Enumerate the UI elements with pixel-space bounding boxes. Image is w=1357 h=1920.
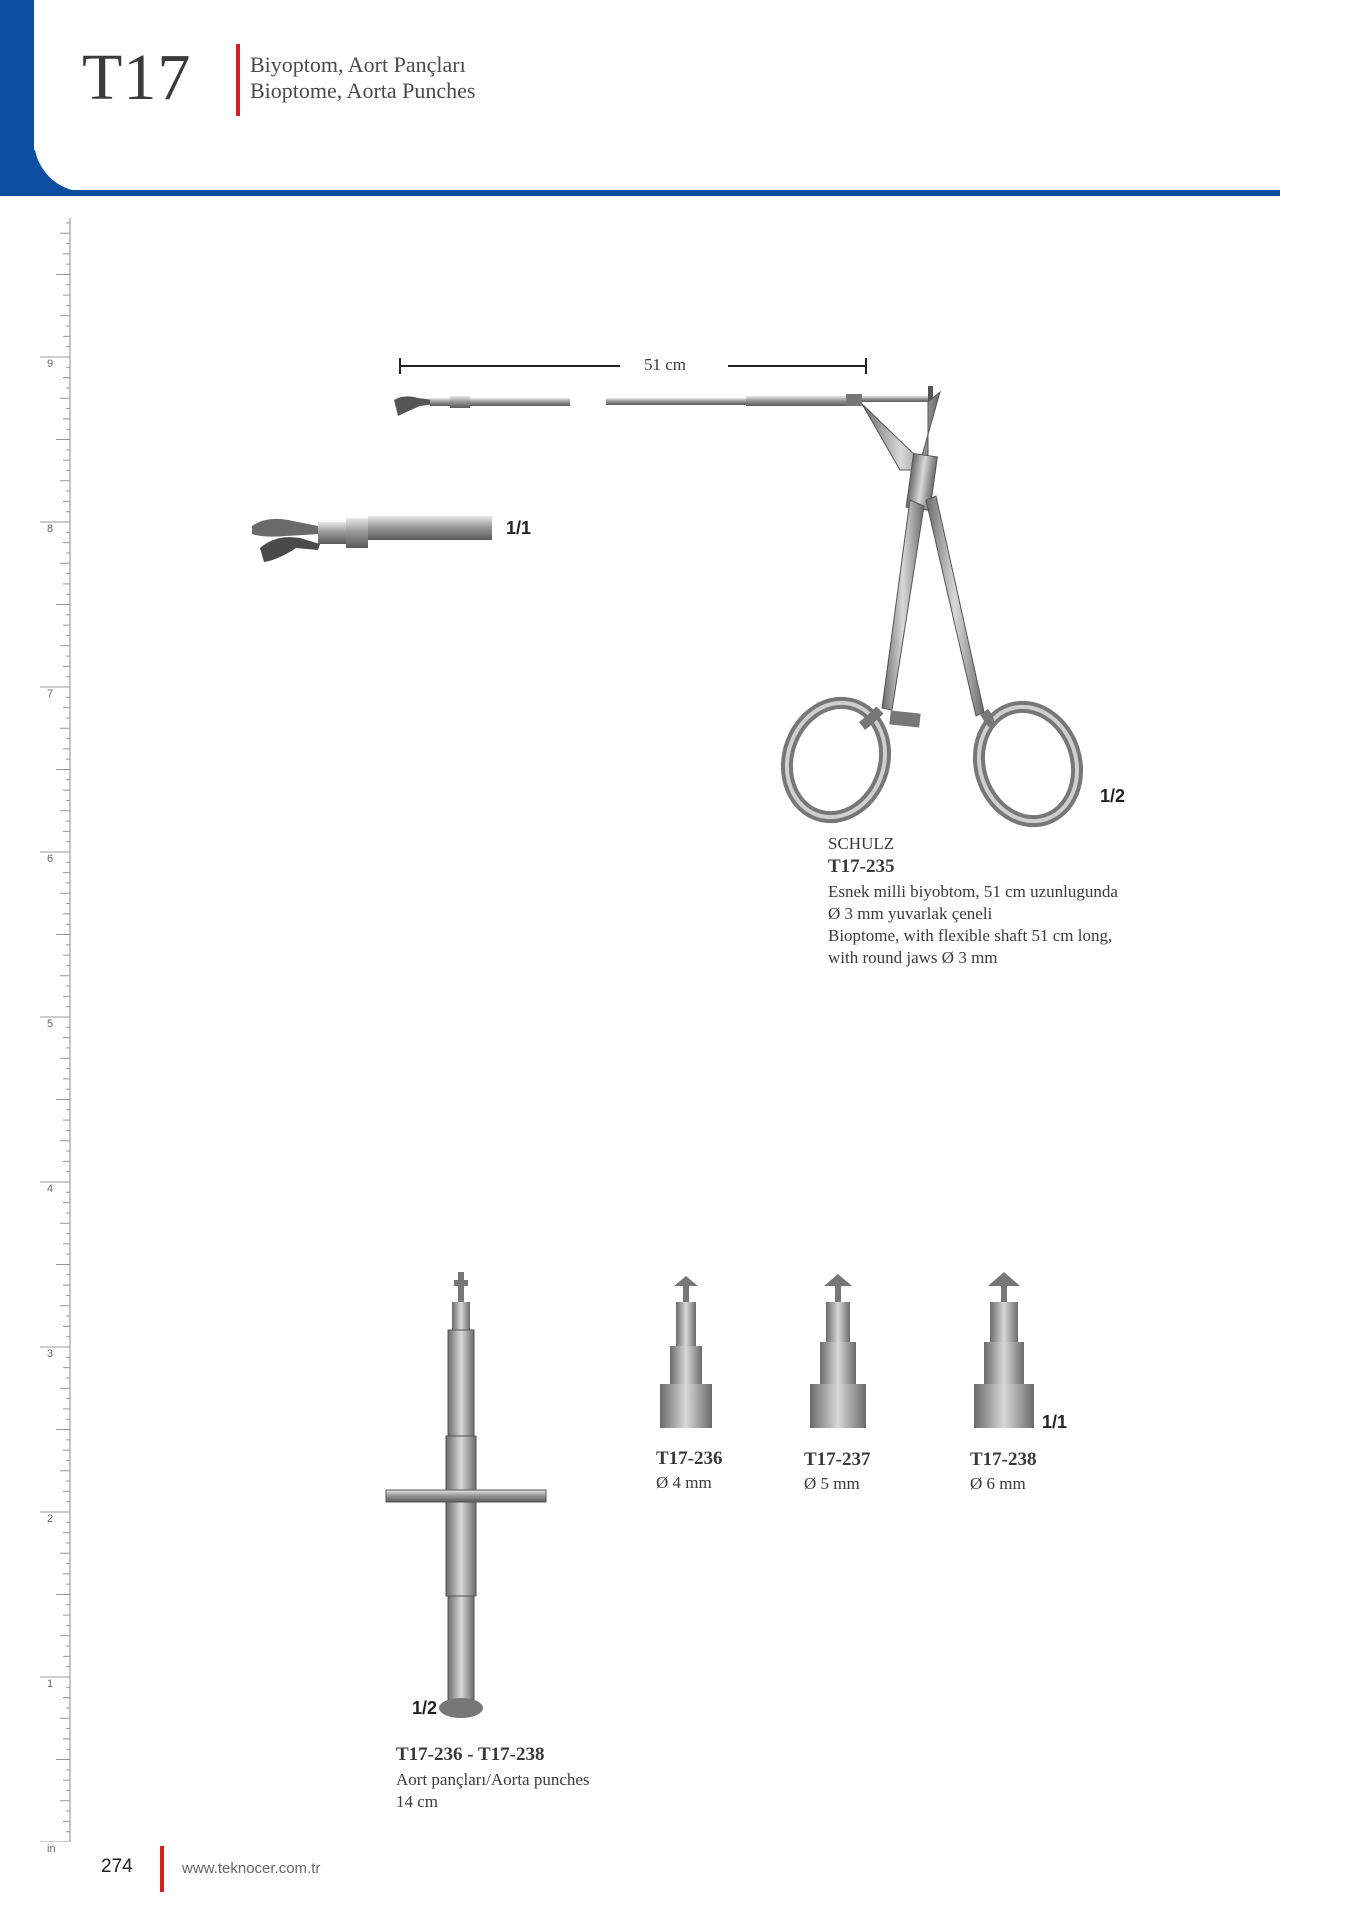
scale-full-1: 1/2: [1100, 786, 1126, 806]
aorta-punch-illustration: [380, 1266, 550, 1726]
description-en-1: Bioptome, with flexible shaft 51 cm long,: [828, 926, 1113, 945]
variant-code-237: T17-237: [804, 1449, 871, 1470]
ruler-label-6: 6: [47, 853, 54, 865]
header-rule: [60, 190, 1280, 196]
punch-code-range: T17-236 - T17-238: [396, 1744, 545, 1765]
ruler-ticks: [38, 218, 72, 1842]
variant-code-236: T17-236: [656, 1448, 723, 1469]
bioptome-illustration: [380, 350, 1140, 830]
variant-code-238: T17-238: [970, 1449, 1037, 1470]
inch-ruler: [38, 218, 72, 1842]
ruler-label-8: 8: [47, 523, 54, 535]
scale-detail-1: 1/1: [506, 518, 532, 538]
section-title-en: Bioptome, Aorta Punches: [250, 78, 476, 103]
bioptome-jaw-detail: [246, 508, 496, 572]
punch-tip-4mm: [656, 1272, 716, 1432]
brand-name: SCHULZ: [828, 834, 895, 853]
scale-full-2: 1/2: [412, 1698, 438, 1718]
ruler-label-5: 5: [47, 1018, 54, 1030]
description-tr-1: Esnek milli biyobtom, 51 cm uzunlugunda: [828, 882, 1118, 901]
ruler-label-9: 9: [47, 358, 54, 370]
punch-description: Aort pançları/Aorta punches: [396, 1770, 590, 1789]
ruler-label-2: 2: [47, 1513, 54, 1525]
scale-detail-2: 1/1: [1042, 1412, 1068, 1432]
section-code: T17: [82, 41, 192, 114]
product-code: T17-235: [828, 856, 895, 877]
website-link[interactable]: www.teknocer.com.tr: [182, 1860, 321, 1877]
punch-tip-6mm: [970, 1272, 1040, 1432]
ruler-label-3: 3: [47, 1348, 54, 1360]
ruler-label-4: 4: [47, 1183, 54, 1195]
description-en-2: with round jaws Ø 3 mm: [828, 948, 998, 967]
ruler-label-in: in: [47, 1843, 56, 1855]
header-red-bar: [236, 44, 240, 116]
variant-size-236: Ø 4 mm: [656, 1473, 712, 1492]
variant-size-238: Ø 6 mm: [970, 1474, 1026, 1493]
description-tr-2: Ø 3 mm yuvarlak çeneli: [828, 904, 993, 923]
ruler-label-7: 7: [47, 688, 54, 700]
dimension-label: 51 cm: [644, 355, 687, 374]
ruler-label-1: 1: [47, 1678, 54, 1690]
punch-length: 14 cm: [396, 1792, 439, 1811]
page-number: 274: [101, 1856, 133, 1877]
punch-tip-5mm: [806, 1272, 870, 1432]
footer-red-bar: [160, 1846, 164, 1892]
section-title-tr: Biyoptom, Aort Pançları: [250, 52, 466, 77]
variant-size-237: Ø 5 mm: [804, 1474, 860, 1493]
